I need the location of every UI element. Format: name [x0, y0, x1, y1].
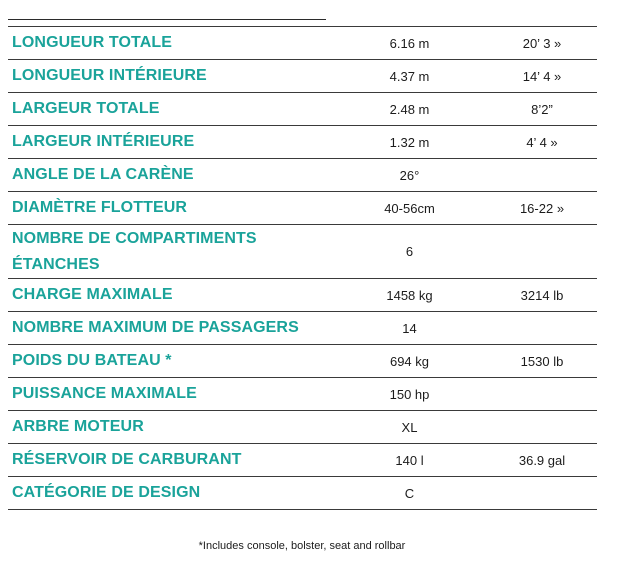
spec-label: CHARGE MAXIMALE [12, 286, 173, 303]
spec-metric-value: 140 l [395, 452, 424, 468]
spec-metric-value: 40-56cm [384, 200, 435, 216]
table-row [8, 60, 597, 93]
spec-label: LONGUEUR INTÉRIEURE [12, 67, 207, 84]
table-row [8, 192, 597, 225]
spec-metric-value: C [404, 485, 415, 501]
table-row [8, 411, 597, 444]
spec-metric-value: 6 [405, 244, 414, 259]
spec-imperial-value [487, 378, 597, 411]
spec-label: LARGEUR TOTALE [12, 100, 160, 117]
spec-label: DIAMÈTRE FLOTTEUR [12, 199, 188, 216]
spec-label: ANGLE DE LA CARÈNE [12, 166, 194, 183]
spec-label: CATÉGORIE DE DESIGN [12, 484, 201, 501]
footnote: *Includes console, bolster, seat and rollbar [198, 540, 406, 552]
spec-imperial-value: 14’ 4 » [522, 68, 562, 84]
spec-metric-value: 6.16 m [389, 35, 430, 51]
table-row [8, 312, 597, 345]
spec-table [8, 26, 597, 510]
table-row [8, 345, 597, 378]
spec-metric-value: 26° [399, 167, 420, 183]
spec-label: LONGUEUR TOTALE [12, 34, 173, 51]
spec-metric-value: 1.32 m [389, 134, 430, 150]
spec-label: NOMBRE DE COMPARTIMENTS ÉTANCHES [12, 229, 257, 273]
spec-imperial-value [487, 159, 597, 192]
spec-imperial-value [487, 477, 597, 510]
spec-imperial-value: 3214 lb [520, 287, 564, 303]
spec-metric-value: 2.48 m [389, 101, 430, 117]
table-row [8, 93, 597, 126]
spec-label: LARGEUR INTÉRIEURE [12, 133, 195, 150]
spec-imperial-value [487, 225, 597, 279]
spec-imperial-value: 36.9 gal [518, 452, 566, 468]
spec-label: POIDS DU BATEAU * [12, 352, 172, 369]
table-row [8, 444, 597, 477]
spec-metric-value: XL [401, 419, 418, 435]
spec-imperial-value: 8’2” [531, 101, 553, 117]
spec-label: NOMBRE MAXIMUM DE PASSAGERS [12, 319, 299, 336]
spec-metric-value: 14 [402, 320, 417, 336]
table-row [8, 225, 597, 279]
spec-imperial-value: 20’ 3 » [522, 35, 562, 51]
spec-label: ARBRE MOTEUR [12, 418, 144, 435]
spec-metric-value: 4.37 m [389, 68, 430, 84]
spec-metric-value: 150 hp [389, 386, 430, 402]
spec-imperial-value: 16-22 » [519, 200, 565, 216]
table-row [8, 279, 597, 312]
table-row [8, 477, 597, 510]
spec-imperial-value [487, 411, 597, 444]
spec-imperial-value [487, 312, 597, 345]
spec-imperial-value: 1530 lb [520, 353, 564, 369]
spec-label: PUISSANCE MAXIMALE [12, 385, 197, 402]
spec-metric-value: 694 kg [389, 353, 430, 369]
top-rule [8, 19, 326, 20]
table-row [8, 126, 597, 159]
spec-label: RÉSERVOIR DE CARBURANT [12, 451, 242, 468]
table-row [8, 378, 597, 411]
table-row [8, 27, 597, 60]
table-row [8, 159, 597, 192]
spec-metric-value: 1458 kg [386, 287, 433, 303]
spec-imperial-value: 4’ 4 » [526, 134, 558, 150]
